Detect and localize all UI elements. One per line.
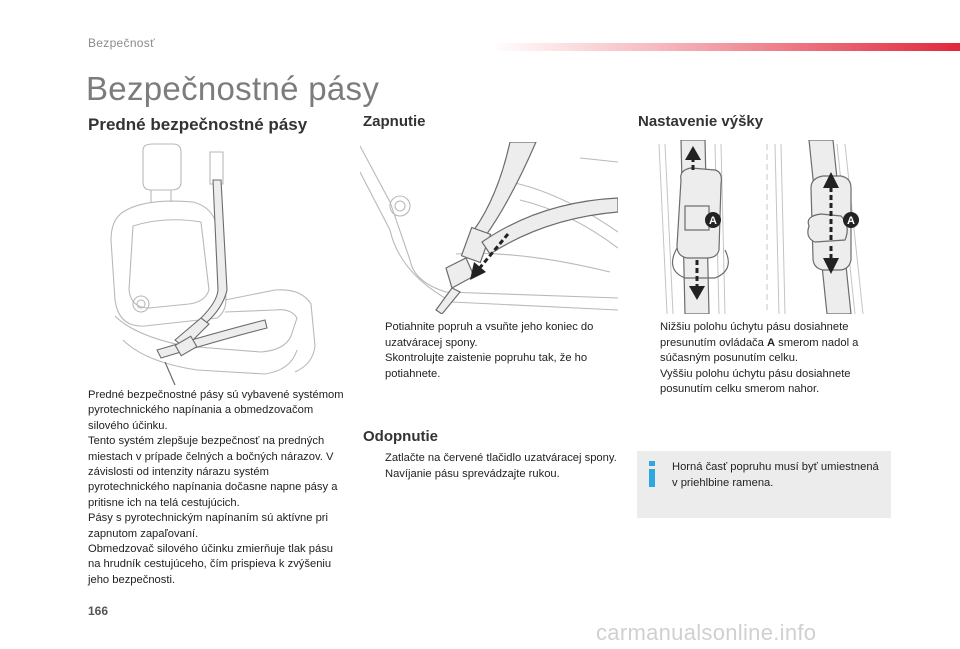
fastening-heading: Zapnutie: [363, 113, 426, 130]
paragraph: Pásy s pyrotechnickým napínaním sú aktívne pri zapnutom zapaľovaní.: [88, 512, 329, 540]
section-title: Bezpečnosť: [88, 36, 155, 50]
info-text: Horná časť popruhu musí byť umiestnená v priehlbine ramena.: [672, 461, 879, 489]
watermark: carmanualsonline.info: [596, 620, 817, 645]
info-icon: [645, 461, 659, 487]
page-number: 166: [88, 604, 109, 618]
unfastening-steps: [363, 451, 625, 482]
label-a-right: A: [847, 215, 855, 227]
list-item: Potiahnite popruh a vsuňte jeho koniec do uzatváracej spony.: [385, 321, 594, 349]
front-belts-description: [88, 388, 348, 588]
list-item: Zatlačte na červené tlačidlo uzatváracej spony.: [385, 452, 617, 464]
list-item: Vyššiu polohu úchytu pásu dosiahnete posunutím celku smerom nahor.: [660, 367, 851, 396]
seat-belt-illustration: [105, 140, 350, 385]
paragraph: Obmedzovač silového účinku zmierňuje tlak pásu na hrudník cestujúceho, čím prispieva k zvýšeniu jeho bezpečnosti.: [88, 543, 334, 586]
paragraph: Predné bezpečnostné pásy sú vybavené systémom pyrotechnického napínania a obmedzovačom silového účinku.: [88, 389, 344, 432]
height-adjustment-steps: [638, 320, 892, 398]
front-belts-heading: Predné bezpečnostné pásy: [88, 115, 308, 134]
buckle-illustration: [360, 142, 618, 314]
label-a: A: [709, 215, 717, 227]
height-adjustment-heading: Nastavenie výšky: [638, 113, 764, 130]
height-adjustment-illustration: [655, 140, 867, 314]
list-item: Skontrolujte zaistenie popruhu tak, že ho potiahnete.: [385, 352, 588, 380]
paragraph: Tento systém zlepšuje bezpečnosť na predných miestach v prípade čelných a bočných nárazov. V závislosti od intenzity nárazu systém pyrotechnického napínania dočasne napne pásy a pritisne ich na telá cestujúcich.: [88, 435, 338, 509]
list-item: Navíjanie pásu sprevádzajte rukou.: [385, 467, 560, 480]
page-title: Bezpečnostné pásy: [86, 70, 380, 107]
unfastening-heading: Odopnutie: [363, 428, 438, 445]
list-item: Nižšiu polohu úchytu pásu dosiahnete presunutím ovládača A smerom nadol a súčasným posunutím celku.: [660, 321, 859, 365]
fastening-steps: [363, 320, 625, 382]
header-accent-bar: [490, 43, 960, 51]
